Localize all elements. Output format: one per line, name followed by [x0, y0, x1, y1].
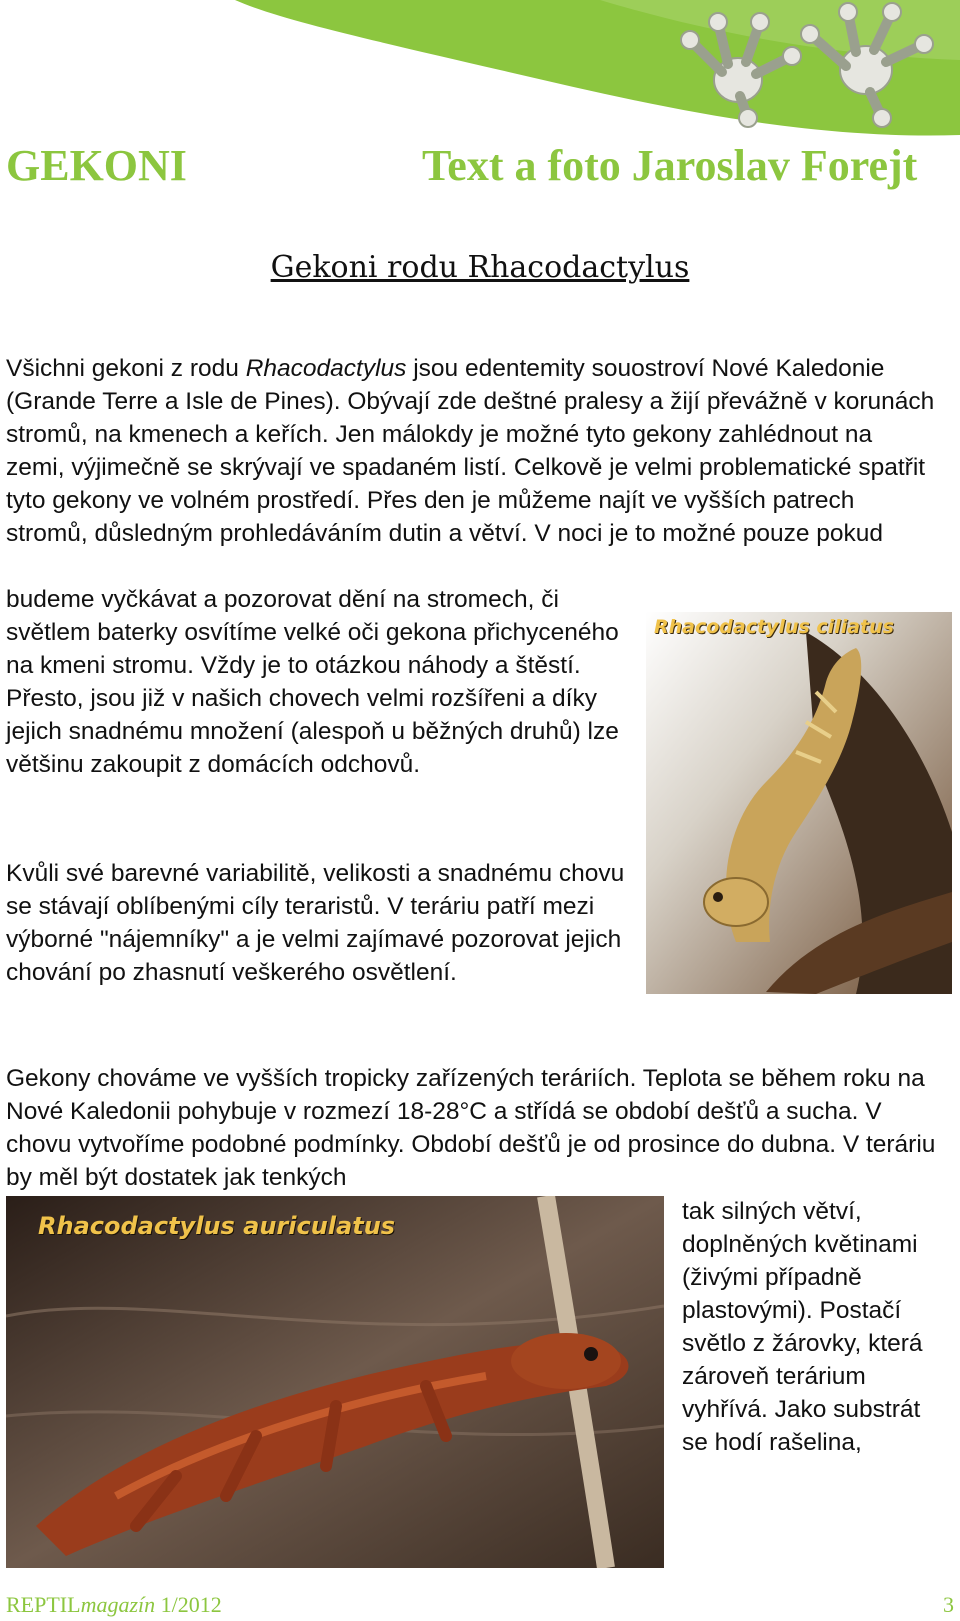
photo-caption: Rhacodactylus ciliatus	[654, 616, 894, 638]
paragraph-intro: Všichni gekoni z rodu Rhacodactylus jsou edentemity souostroví Nové Kaledonie (Grande Terre a Isle de Pines). Obývají zde deštné pralesy a žijí převážně v korunách stromů, na kmenech a keřích. Jen málokdy je možné tyto gekony zahlédnout na zemi, výjimečně se skrývají ve spadaném listí. Celkově je velmi problematické spatřit tyto gekony ve volném prostředí. Přes den je můžeme najít ve vyšších patrech stromů, důsledným prohledáváním dutin a větví. V noci je to možné pouze pokud	[6, 355, 935, 547]
paragraph-husbandry-continued: tak silných větví, doplněných květinami (živými případně plastovými). Postačí světlo z žárovky, která zároveň terárium vyhřívá. Jako substrát se hodí rašelina,	[682, 1198, 923, 1456]
paragraph-popularity: Kvůli své barevné variabilitě, velikosti a snadnému chovu se stávají oblíbenými cíly teraristů. V teráriu patří mezi výborné "nájemníky" a je velmi zajímavé pozorovat jejich chování po zhasnutí veškerého osvětlení.	[6, 860, 625, 986]
magazine-issue: REPTILmagazín 1/2012	[6, 1592, 222, 1617]
author-credit: Text a foto Jaroslav Forejt	[422, 141, 918, 190]
header-banner	[0, 0, 960, 140]
photo-caption: Rhacodactylus auriculatus	[38, 1212, 396, 1240]
photo-rhacodactylus-ciliatus	[646, 612, 952, 994]
photo-rhacodactylus-auriculatus	[6, 1196, 664, 1568]
gecko-feet-banner-image	[0, 0, 960, 140]
page-number: 3	[943, 1592, 954, 1617]
paragraph-intro-continued: budeme vyčkávat a pozorovat dění na stromech, či světlem baterky osvítíme velké oči gekona přichyceného na kmeni stromu. Vždy je to otázkou náhody a štěstí. Přesto, jsou již v našich chovech velmi rozšířeni a díky jejich snadnému množení (alespoň u běžných druhů) lze většinu zakoupit z domácích odchovů.	[6, 586, 619, 778]
genus-name: Rhacodactylus	[245, 355, 407, 382]
paragraph-husbandry: Gekony chováme ve vyšších tropicky zařízených teráriích. Teplota se během roku na Nové Kaledonii pohybuje v rozmezí 18-28°C a střídá se období dešťů a sucha. V chovu vytvoříme podobné podmínky. Období dešťů je od prosince do dubna. V teráriu by měl být dostatek jak tenkých	[6, 1065, 936, 1191]
section-title: GEKONI	[6, 141, 187, 190]
article-title: Gekoni rodu Rhacodactylus	[270, 250, 690, 285]
